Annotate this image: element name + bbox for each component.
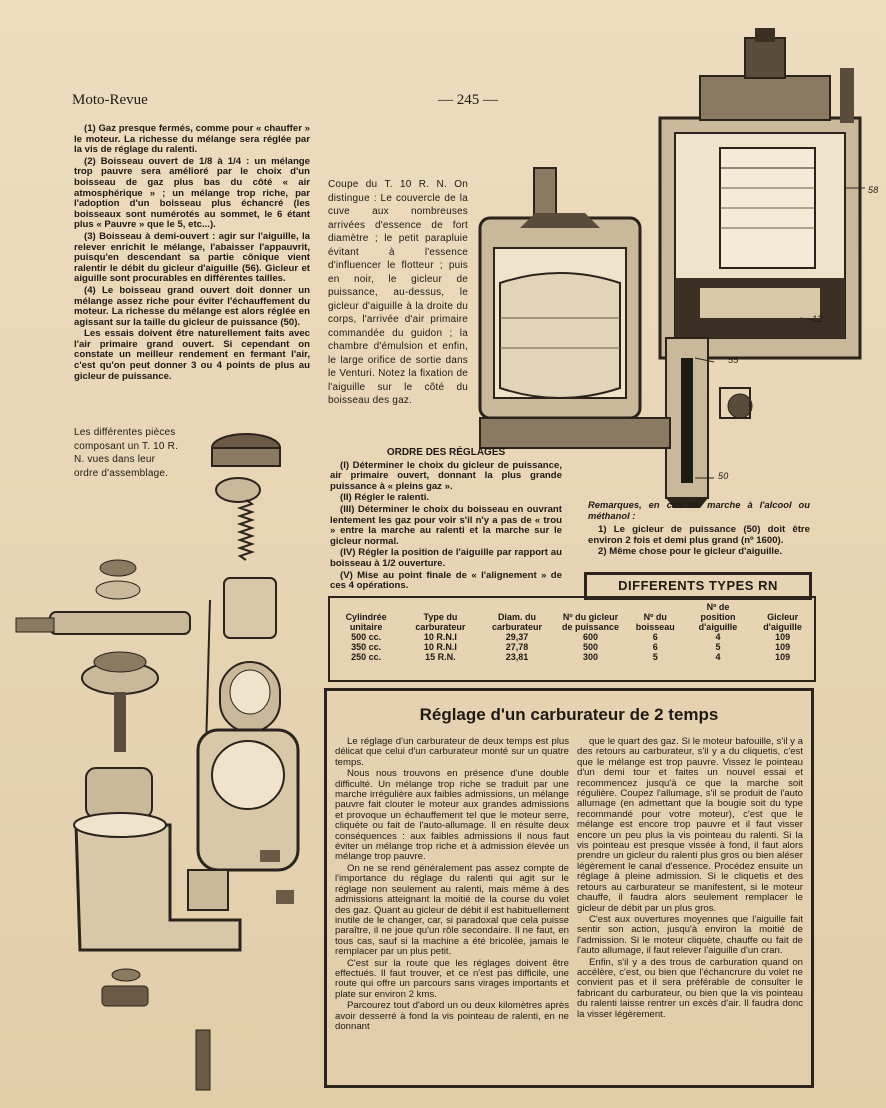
paragraph: Parcourez tout d'abord un ou deux kilomètres après avoir desserré à fond la vis pointeau de ralenti, en ne donnant: [335, 1000, 569, 1032]
table-cell: 5: [652, 652, 658, 662]
remarques-title: Remarques, en cas de marche à l'alcool ou méthanol :: [588, 499, 810, 521]
table-header: Nº de position d'aiguille: [698, 602, 738, 632]
table-cell: 250 cc.: [351, 652, 382, 662]
exploded-view-illustration: [10, 430, 320, 1100]
table-title: DIFFERENTS TYPES RN: [584, 572, 812, 600]
table-cell: 500: [582, 642, 598, 652]
paragraph: Le réglage d'un carburateur de deux temps est plus délicat que celui d'un carburateur monté sur un quatre temps.: [335, 736, 569, 768]
table-cell: 350 cc.: [351, 642, 382, 652]
ordre-item: (I) Déterminer le choix du gicleur de puissance, air primaire ouvert, donnant la plus grande puissance à « pleins gaz ».: [330, 459, 562, 492]
label-50: 50: [718, 471, 729, 481]
ordre-title: ORDRE DES RÉGLAGES: [386, 447, 506, 458]
types-table-frame: [328, 596, 816, 682]
table-cell: 300: [582, 652, 598, 662]
ordre-item: (IV) Régler la position de l'aiguille par rapport au boisseau à 1/2 ouverture.: [330, 547, 562, 569]
table-cell: 6: [652, 632, 658, 642]
types-table: [330, 602, 814, 662]
paragraph: (1) Gaz presque fermés, comme pour « chauffer » le moteur. La richesse du mélange sera réglée par la vis de réglage du ralenti.: [74, 123, 310, 156]
remarques: [588, 500, 810, 559]
table-header: Nº du gicleur de puissance: [561, 612, 619, 632]
article-column-1: [335, 737, 569, 1033]
table-cell: 27,78: [505, 642, 529, 652]
table-cell: 500 cc.: [351, 632, 382, 642]
label-58: 58: [868, 185, 879, 195]
table-header: Cylindrée unitaire: [345, 612, 387, 632]
paragraph: que le quart des gaz. Si le moteur bafouille, s'il y a des retours au carburateur, s'il y a du cliquetis, c'est que le mélange est trop pauvre. Vissez le pointeau d'un demi tour et faites un nouvel essai et recommencez jusqu'à ce que la marche soit régulière. Coupez l'allumage, s'il se produit de l'auto allumage (en admettant que la bougie soit du type recommandé pour votre moteur), c'est que le mélange est encore trop pauvre et il faut visser encore un peu plus la vis pointeau du ralenti. Si la vis pointeau est presque vissée à fond, il faut alors prendre un gicleur du ralenti plus gros ou bien aléser légèrement le canal d'essence. Procédez ensuite un réglage à pleine admission. Si le cliquetis et des retours au carburateur se manifestent, si le moteur chauffe, il faudra alors seulement remplacer le gicleur de débit par un plus gros.: [577, 736, 803, 914]
ordre-item: (III) Déterminer le choix du boisseau en ouvrant lentement les gaz pour voir s'il n'y a pas de « trou » entre la marche au ralenti et la marche sur le gicleur normal.: [330, 503, 562, 547]
carburetor-cutaway-illustration: [470, 28, 870, 508]
table-cell: 109: [775, 652, 791, 662]
paragraph: Enfin, s'il y a des trous de carburation quand on accélère, c'est, ou bien que l'échancrure du volet ne convient pas et il sera préférable de consulter le fabricant du carburateur, ou bien que la vis pointeau du ralenti laisse rentrer un excès d'air. Il faudra donc la visser légèrement.: [577, 956, 803, 1020]
ordre-des-reglages: [330, 448, 562, 593]
table-row: [330, 642, 814, 652]
paragraph: Nous nous trouvons en présence d'une double difficulté. Un mélange trop riche se traduit par une marche irrégulière aux faibles admissions, un mélange pauvre fait clouter le moteur aux grandes admissions et provoque un échauffement tel que le moteur serre, cliquète ou fait de l'auto-allumage. Il en résulte deux conséquences : aux faibles admissions il nous faut éviter un mélange trop riche et à admission élevée un mélange trop pauvre.: [335, 768, 569, 863]
label-55: 55: [728, 355, 739, 365]
page-number: — 245 —: [438, 92, 498, 108]
exploded-caption: Les différentes pièces composant un T. 10 R. N. vues dans leur ordre d'assemblage.: [74, 427, 179, 479]
ordre-item: (V) Mise au point finale de « l'alignement » de ces 4 opérations.: [330, 569, 562, 592]
article-box: [324, 688, 814, 1088]
paragraph: C'est sur la route que les réglages doivent être effectués. Il faut trouver, et ce n'est pas difficile, une route qui offre un parcours sans virages importants et plate sur environ 2 kms.: [335, 957, 569, 1000]
table-cell: 109: [775, 632, 791, 642]
paragraph: C'est aux ouvertures moyennes que l'aiguille fait sentir son action, jusqu'à environ la moitié de l'admission. Si le moteur cliquète, chauffe ou fait de l'auto allumage, il faut relever l'aiguille d'un cran.: [577, 913, 803, 957]
paragraph: (4) Le boisseau grand ouvert doit donner un mélange assez riche pour éviter l'échauffement du moteur. La richesse du mélange est alors réglée en agissant sur la taille du gicleur de puissance (50).: [74, 284, 310, 328]
paragraph: (3) Boisseau à demi-ouvert : agir sur l'aiguille, la relever enrichit le mélange, l'abaisser l'appauvrit, puisqu'en descendant sa partie cônique vient ralentir le débit du gicleur d'aiguille (56). Gicleur et aiguille sont procurables en différentes tailles.: [74, 230, 310, 285]
magazine-name: Moto-Revue: [72, 92, 148, 108]
article-title: Réglage d'un carburateur de 2 temps: [419, 705, 719, 724]
cutaway-caption: Coupe du T. 10 R. N. On distingue : Le couvercle de la cuve aux nombreuses arrivées d'essence de fort diamètre ; le petit parapluie évitant à l'essence d'influencer le flotteur ; puis en noir, le gicleur de puissance, au-dessus, le gicleur d'aiguille à la droite du corps, l'arrivée d'air primaire commandée du guidon ; la chambre d'émulsion et enfin, le large orifice de sortie dans le Venturi. Notez la fixation de l'aiguille sur le côté du boisseau des gaz.: [328, 179, 468, 406]
table-cell: 6: [652, 642, 658, 652]
remarques-item: 2) Même chose pour le gicleur d'aiguille.: [598, 546, 783, 558]
table-cell: 5: [715, 642, 721, 652]
paragraph: On ne se rend généralement pas assez compte de l'importance du réglage du ralenti qui agit sur le réglage non seulement au ralenti, mais même à des admissions atteignant la moitié de la course du volet des gaz. Quant au gicleur de débit il est habituellement inutile de le changer, car, si paradoxal que cela puisse paraître, il ne joue qu'un rôle secondaire. Il ne faut, en tous cas, sauf si la machine a été bricolée, jamais le remplacer par un plus petit.: [335, 862, 569, 958]
paragraph: Les essais doivent être naturellement faits avec l'air primaire grand ouvert. Si cependant on constate un meilleur rendement en fermant l'air, c'est qu'on peut donner 3 ou 4 points de plus au gicleur de puissance.: [74, 328, 310, 382]
ordre-item: (II) Régler le ralenti.: [340, 492, 430, 504]
table-row: [330, 632, 814, 642]
remarques-item: 1) Le gicleur de puissance (50) doit être environ 2 fois et demi plus grand (nº 1600).: [588, 524, 810, 546]
table-header: Nº du boisseau: [635, 612, 675, 632]
left-column: [74, 124, 310, 383]
table-row: [330, 652, 814, 662]
article-column-2: [577, 737, 803, 1021]
table-cell: 10 R.N.I: [423, 642, 457, 652]
table-cell: 10 R.N.I: [423, 632, 457, 642]
table-header: Type du carburateur: [415, 612, 466, 632]
table-cell: 29,37: [505, 632, 529, 642]
label-12: 12: [812, 314, 823, 324]
table-cell: 15 R.N.: [425, 652, 456, 662]
table-cell: 600: [582, 632, 598, 642]
table-cell: 23,81: [505, 652, 529, 662]
table-header: Gicleur d'aiguille: [763, 612, 802, 632]
table-cell: 109: [775, 642, 791, 652]
table-cell: 4: [715, 652, 721, 662]
table-cell: 4: [715, 632, 721, 642]
paragraph: (2) Boisseau ouvert de 1/8 à 1/4 : un mélange trop pauvre sera amélioré par le choix d'un boisseau de gaz plus bas du côté « air atmosphérique » ; un mélange trop riche, par l'adoption d'un boisseau plus échancré (les boisseaux sont numérotés au sommet, le 6 étant plus « Pauvre » que le 5, etc...).: [74, 155, 310, 231]
table-header: Diam. du carburateur: [491, 612, 542, 632]
